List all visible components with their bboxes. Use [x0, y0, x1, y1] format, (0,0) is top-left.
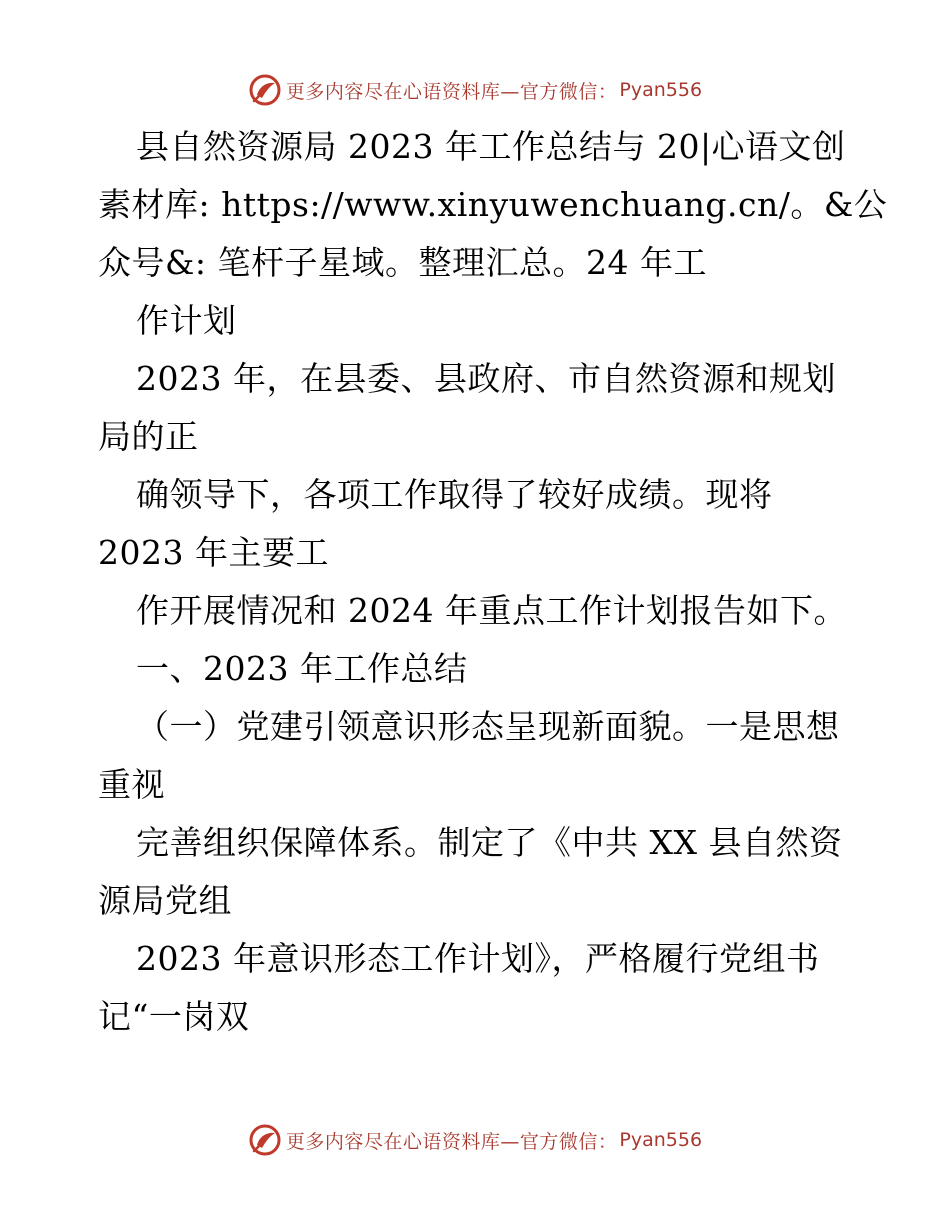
text-line: 素材库: https://www.xinyuwenchuang.cn/。&公 — [98, 185, 888, 224]
document-body — [98, 118, 888, 1046]
brand-logo-icon — [248, 1123, 282, 1157]
text-line: 重视 — [98, 765, 165, 804]
text-line: 源局党组 — [98, 881, 232, 920]
text-line: 众号&: 笔杆子星域。整理汇总。24 年工 — [98, 243, 707, 282]
text-line: （一）党建引领意识形态呈现新面貌。一是思想 — [136, 707, 840, 746]
text-line: 确领导下，各项工作取得了较好成绩。现将 — [136, 475, 773, 514]
watermark-text: 更多内容尽在心语资料库—官方微信： — [285, 1130, 618, 1153]
section-heading: 一、2023 年工作总结 — [136, 649, 468, 688]
text-line: 县自然资源局 2023 年工作总结与 20|心语文创 — [136, 127, 846, 166]
text-line: 2023 年主要工 — [98, 533, 329, 572]
brand-logo-icon — [248, 73, 282, 107]
watermark-footer — [0, 1120, 950, 1160]
text-line: 作计划 — [136, 301, 237, 340]
watermark-account: Pyan556 — [619, 1129, 703, 1151]
text-line: 作开展情况和 2024 年重点工作计划报告如下。 — [136, 591, 847, 630]
text-line: 2023 年，在县委、县政府、市自然资源和规划 — [136, 359, 836, 398]
text-line: 2023 年意识形态工作计划》，严格履行党组书 — [136, 939, 820, 978]
watermark-account: Pyan556 — [619, 79, 703, 101]
text-line: 完善组织保障体系。制定了《中共 XX 县自然资 — [136, 823, 843, 862]
text-line: 局的正 — [98, 417, 199, 456]
text-line: 记“一岗双 — [98, 997, 250, 1036]
watermark-text: 更多内容尽在心语资料库—官方微信： — [285, 80, 618, 103]
watermark-header — [0, 70, 950, 110]
